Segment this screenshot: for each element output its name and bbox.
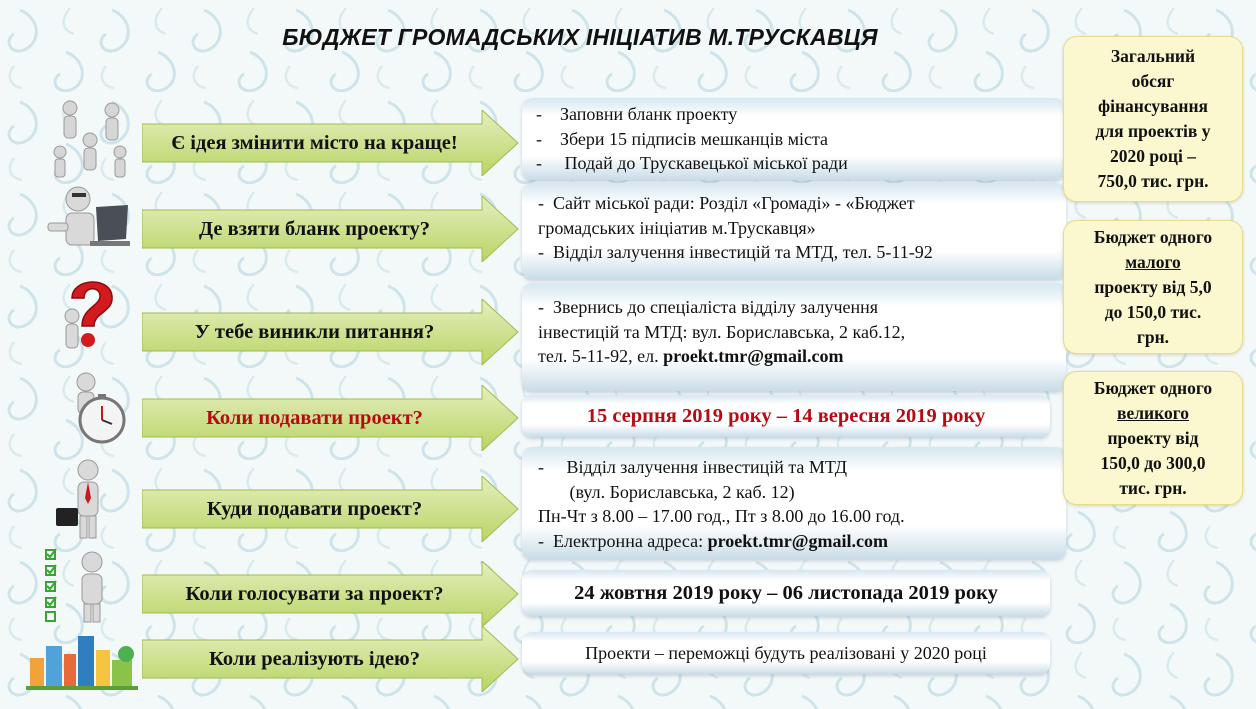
question-label: Де взяти бланк проекту? [199,217,430,240]
panel-line: тис. грн. [1119,477,1187,498]
email-link[interactable]: proekt.tmr@gmail.com [663,346,844,366]
checklist-icon [44,548,116,624]
panel-line: фінансування [1097,96,1208,116]
city-skyline-icon [26,628,138,690]
panel-line-underlined: великого [1117,402,1189,423]
person-laptop-icon [38,183,136,259]
panel-line: для проектів у [1095,121,1211,141]
question-label: У тебе виникли питання? [194,320,435,343]
answer-box-6 [522,570,1050,616]
panel-line: проекту від [1107,427,1199,448]
question-mark-icon [58,272,124,354]
answer-line: - Сайт міської ради: Розділ «Громаді» - «Бюджет [538,193,915,213]
panel-line: 2020 році – [1110,146,1196,166]
question-label: Коли реалізують ідею? [209,647,420,670]
stopwatch-icon [64,370,132,446]
voting-dates: 24 жовтня 2019 року – 06 листопада 2019 року [574,581,998,604]
answer-box-7 [522,632,1050,674]
email-link[interactable]: proekt.tmr@gmail.com [707,530,888,551]
answer-line: громадських ініціатив м.Трускавця» [538,217,816,238]
implementation-text: Проекти – переможці будуть реалізовані у 2020 році [585,642,987,663]
large-project-panel [1063,371,1243,505]
panel-line: 150,0 до 300,0 [1100,452,1206,473]
panel-line: проекту від 5,0 [1094,276,1212,297]
total-funding-panel [1063,36,1243,202]
question-label: Коли голосувати за проект? [185,582,444,605]
question-arrow-5 [142,476,520,542]
answer-box-4 [522,395,1050,437]
people-group-icon [50,96,134,182]
small-project-panel [1063,220,1243,354]
submission-dates: 15 серпня 2019 року – 14 вересня 2019 року [586,404,986,427]
panel-line: 750,0 тис. грн. [1097,171,1209,191]
question-arrow-4 [142,385,520,451]
page-title: БЮДЖЕТ ГРОМАДСЬКИХ ІНІЦІАТИВ М.ТРУСКАВЦЯ [282,24,878,50]
panel-line: Бюджет одного [1093,226,1213,247]
panel-line: грн. [1136,326,1170,347]
question-label: Коли подавати проект? [206,406,423,429]
answer-line: - Заповни бланк проекту [536,104,738,124]
answer-box-3 [522,283,1066,391]
question-arrow-2 [142,196,520,262]
answer-line: інвестицій та МТД: вул. Бориславська, 2 каб.12, [538,321,906,342]
answer-line: Пн-Чт з 8.00 – 17.00 год., Пт з 8.00 до 16.00 год. [538,506,905,526]
answer-line: - Електронна адреса: proekt.tmr@gmail.com [538,530,888,551]
answer-box-2 [522,183,1066,279]
person-briefcase-icon [52,458,112,542]
answer-line: (вул. Бориславська, 2 каб. 12) [538,481,795,502]
panel-line: Бюджет одного [1093,377,1213,398]
panel-line: обсяг [1131,71,1175,91]
answer-line: - Подай до Трускавецької міської ради [536,153,848,173]
answer-line: - Відділ залучення інвестицій та МТД [538,457,848,477]
answer-line: - Збери 15 підписів мешканців міста [536,128,829,149]
question-label: Куди подавати проект? [206,497,423,520]
answer-box-1 [522,98,1064,180]
question-arrow-1 [142,110,520,176]
question-label: Є ідея змінити місто на краще! [171,131,458,154]
question-arrow-3 [142,299,520,365]
panel-line: до 150,0 тис. [1104,301,1202,322]
panel-line-underlined: малого [1125,251,1181,272]
question-arrow-6 [142,561,520,627]
question-arrow-7 [142,626,520,692]
answer-line: - Відділ залучення інвестицій та МТД, тел. 5-11-92 [538,242,933,262]
answer-line: тел. 5-11-92, ел. proekt.tmr@gmail.com [538,346,844,366]
panel-line: Загальний [1110,46,1196,66]
answer-box-5 [522,447,1066,559]
answer-line: - Звернись до спеціаліста відділу залучення [538,297,879,317]
